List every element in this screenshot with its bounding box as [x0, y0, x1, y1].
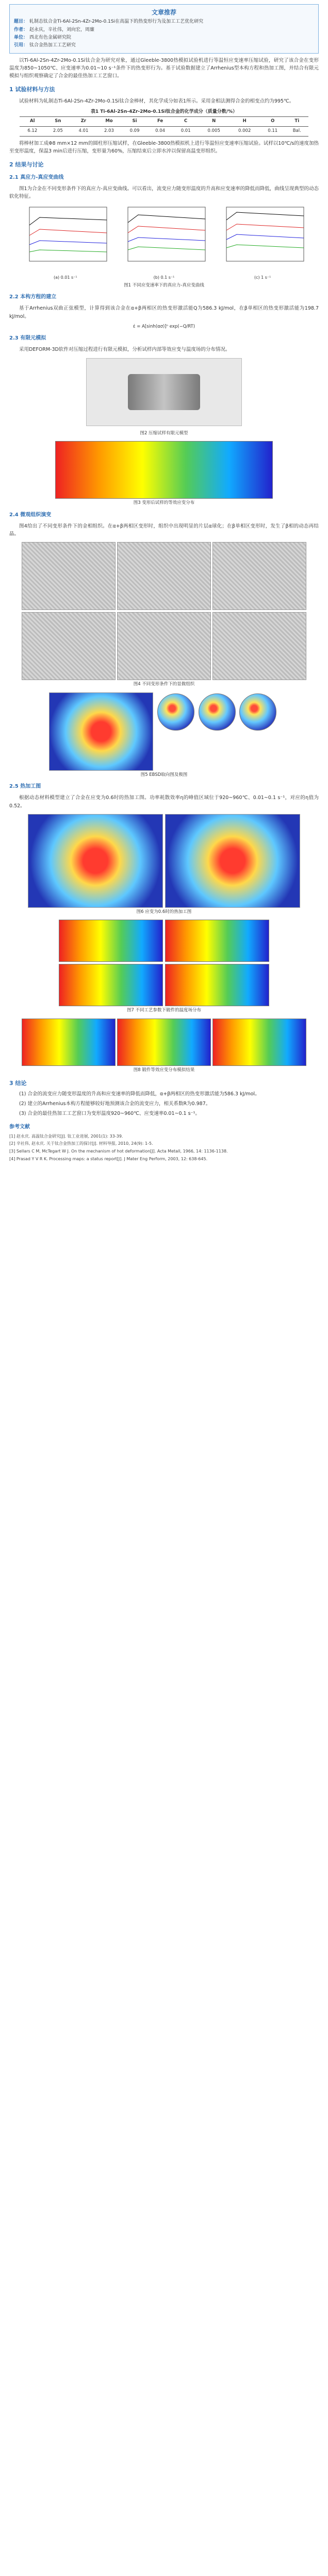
conclusion-item: (2) 建立的Arrhenius本构方程能够较好地预测该合金的流变应力，相关系数R为0.987。	[19, 1101, 211, 1107]
processing-map	[28, 814, 163, 908]
recommendation-header	[9, 4, 319, 54]
meta-authors: 作者： 赵永庆，辛社伟，刘向宏，周廉	[14, 27, 94, 32]
plot-frame	[128, 207, 205, 261]
conclusion-item: (1) 合金的流变应力随变形温度的升高和应变速率的降低而降低，α+β两相区的热变形激活能为586.3 kJ/mol。	[19, 1091, 260, 1097]
figure-4-caption: 图4 不同变形条件下的显微组织	[133, 682, 195, 687]
figure-8	[6, 1019, 322, 1074]
figure-1-panel-a-label: (a) 0.01 s⁻¹	[53, 275, 77, 280]
stress-strain-chart-b	[118, 205, 210, 281]
micrograph	[117, 612, 211, 680]
section-2-3-title: 2.3 有限元模拟	[9, 335, 46, 342]
forging-temperature-field	[59, 964, 163, 1006]
forging-temperature-field	[59, 920, 163, 962]
section-2-1-title: 2.1 真应力-真应变曲线	[9, 174, 64, 180]
forging-temperature-field	[165, 920, 269, 962]
forging-strain-field	[117, 1019, 211, 1066]
specimen-shape	[128, 374, 200, 410]
strain-distribution-image	[55, 441, 273, 499]
composition-table	[20, 116, 308, 136]
stress-strain-plot-a	[19, 205, 112, 272]
meta-affiliation: 单位： 西北有色金属研究院	[14, 35, 71, 40]
fem-model-image	[86, 358, 242, 426]
stress-strain-plot-b	[118, 205, 210, 272]
figure-2-caption: 图2 压缩试样有限元模型	[140, 430, 188, 436]
meta-citation: 引用： 钛合金热加工工艺研究	[14, 43, 76, 48]
figure-5	[6, 692, 322, 779]
figure-5-caption: 图5 EBSD取向图及极图	[140, 772, 188, 777]
figure-2	[6, 358, 322, 437]
section-1-paragraph-1: 试验材料为轧制态Ti-6Al-2Sn-4Zr-2Mo-0.1Si钛合金棒材，其化学成分如表1所示。采用金相法测得合金的相变点约为995℃。	[19, 98, 294, 104]
section-1-title: 1 试验材料与方法	[9, 86, 55, 93]
forging-temperature-field	[165, 964, 269, 1006]
stress-strain-chart-c	[216, 205, 309, 281]
forging-strain-field	[212, 1019, 306, 1066]
abstract-text: 以Ti-6Al-2Sn-4Zr-2Mo-0.1Si钛合金为研究对象，通过Gleeble-3800热模拟试验机进行等温恒应变速率压缩试验，研究了该合金在变形温度为850~1050℃、应变速率为0.01~10 s⁻¹条件下的热变形行为。基于试验数据建立了Arrhenius型本构方程和热加工图，并结合有限元模拟与组织观察确定了合金的最佳热加工工艺窗口。	[9, 57, 319, 79]
figure-8-caption: 图8 锻件等效应变分布模拟结果	[133, 1067, 195, 1073]
reference-item: [4] Prasad Y V R K. Processing maps: a status report[J]. J Mater Eng Perform, 2003, 12: 638-645.	[9, 1157, 208, 1162]
forging-strain-field	[22, 1019, 116, 1066]
micrograph	[212, 612, 306, 680]
micrograph	[22, 542, 116, 610]
micrograph	[212, 542, 306, 610]
micrograph	[117, 542, 211, 610]
table-1-caption: 表1 Ti-6Al-2Sn-4Zr-2Mo-0.1Si钛合金的化学成分（质量分数/%）	[90, 109, 238, 115]
constitutive-formula: ε̇ = A[sinh(ασ)]ⁿ exp(−Q/RT)	[133, 324, 195, 329]
figure-1-panel-b-label: (b) 0.1 s⁻¹	[153, 275, 175, 280]
section-1-paragraph-2: 将棒材加工成Φ8 mm×12 mm的圆柱形压缩试样，在Gleeble-3800热模拟机上进行等温恒应变速率压缩试验。试样以10℃/s的速度加热至变形温度，保温3 min后进行压缩，变形量为60%，压缩结束后立即水淬以保留高温变形组织。	[9, 140, 319, 154]
section-2-5-paragraph: 根据动态材料模型建立了合金在应变为0.6时的热加工图。功率耗散效率η的峰值区域位于920~960℃、0.01~0.1 s⁻¹，对应的η值为0.52。	[9, 795, 319, 809]
pole-figure	[199, 693, 236, 731]
table-row: 6.12 2.05 4.01 2.03 0.09 0.04 0.01 0.005 0.002 0.11 Bal.	[20, 127, 308, 137]
figure-1-caption: 图1 不同应变速率下的真应力-真应变曲线	[124, 282, 204, 288]
recommendation-title: 文章推荐	[151, 9, 176, 16]
section-2-4-title: 2.4 微观组织演变	[9, 512, 52, 518]
references-title: 参考文献	[9, 1124, 30, 1130]
section-2-4-paragraph: 图4给出了不同变形条件下的金相组织。在α+β两相区变形时，组织中出现明显的片层α球化；在β单相区变形时，发生了β相的动态再结晶。	[9, 523, 319, 537]
figure-6-caption: 图6 应变为0.6时的热加工图	[136, 909, 192, 914]
plot-frame	[29, 207, 107, 261]
section-2-title: 2 结果与讨论	[9, 161, 44, 168]
figure-7-caption: 图7 不同工艺参数下锻件的温度场分布	[126, 1008, 202, 1013]
reference-item: [3] Sellars C M, McTegart W J. On the mechanism of hot deformation[J]. Acta Metall, 1966, 14: 1136-1138.	[9, 1149, 228, 1154]
processing-map	[165, 814, 300, 908]
figure-7	[6, 920, 322, 1014]
figure-1-panel-c-label: (c) 1 s⁻¹	[254, 275, 271, 280]
reference-item: [2] 辛社伟, 赵永庆. 关于钛合金热加工的探讨[J]. 材料导报, 2010, 24(9): 1-5.	[9, 1141, 153, 1146]
section-2-5-title: 2.5 热加工图	[9, 784, 41, 790]
section-2-3-paragraph: 采用DEFORM-3D软件对压缩过程进行有限元模拟，分析试样内部等效应变与温度场的分布情况。	[19, 347, 231, 353]
figure-3	[6, 441, 322, 507]
meta-title: 题目： 轧制态钛合金Ti-6Al-2Sn-4Zr-2Mo-0.1Si在高温下的热变形行为及加工工艺优化研究	[14, 19, 204, 25]
section-3-title: 3 结论	[9, 1080, 27, 1087]
figure-1	[6, 205, 322, 289]
ebsd-map	[49, 692, 153, 771]
stress-strain-chart-a	[19, 205, 112, 281]
figure-3-caption: 图3 变形后试样的等效应变分布	[133, 500, 195, 506]
figure-4	[6, 542, 322, 688]
pole-figure	[157, 693, 194, 731]
section-2-1-paragraph: 图1为合金在不同变形条件下的真应力-真应变曲线。可以看出，流变应力随变形温度的升高和应变速率的降低而降低，曲线呈现典型的动态软化特征。	[9, 185, 319, 199]
section-2-2-title: 2.2 本构方程的建立	[9, 294, 57, 300]
table-header-row: Al Sn Zr Mo Si Fe C N H O Ti	[20, 117, 308, 127]
pole-figure	[239, 693, 276, 731]
figure-6	[6, 814, 322, 916]
stress-strain-plot-c	[216, 205, 309, 272]
pole-figures	[155, 692, 279, 735]
section-2-2-paragraph: 基于Arrhenius双曲正弦模型，计算得到该合金在α+β两相区的热变形激活能Q为586.3 kJ/mol，在β单相区的热变形激活能为198.7 kJ/mol。	[9, 306, 319, 319]
conclusion-item: (3) 合金的最佳热加工工艺窗口为变形温度920~960℃、应变速率0.01~0.1 s⁻¹。	[19, 1111, 200, 1117]
micrograph	[22, 612, 116, 680]
article-page	[0, 0, 328, 1163]
reference-item: [1] 赵永庆. 高温钛合金研究[J]. 钛工业进展, 2001(1): 33-39.	[9, 1133, 123, 1139]
